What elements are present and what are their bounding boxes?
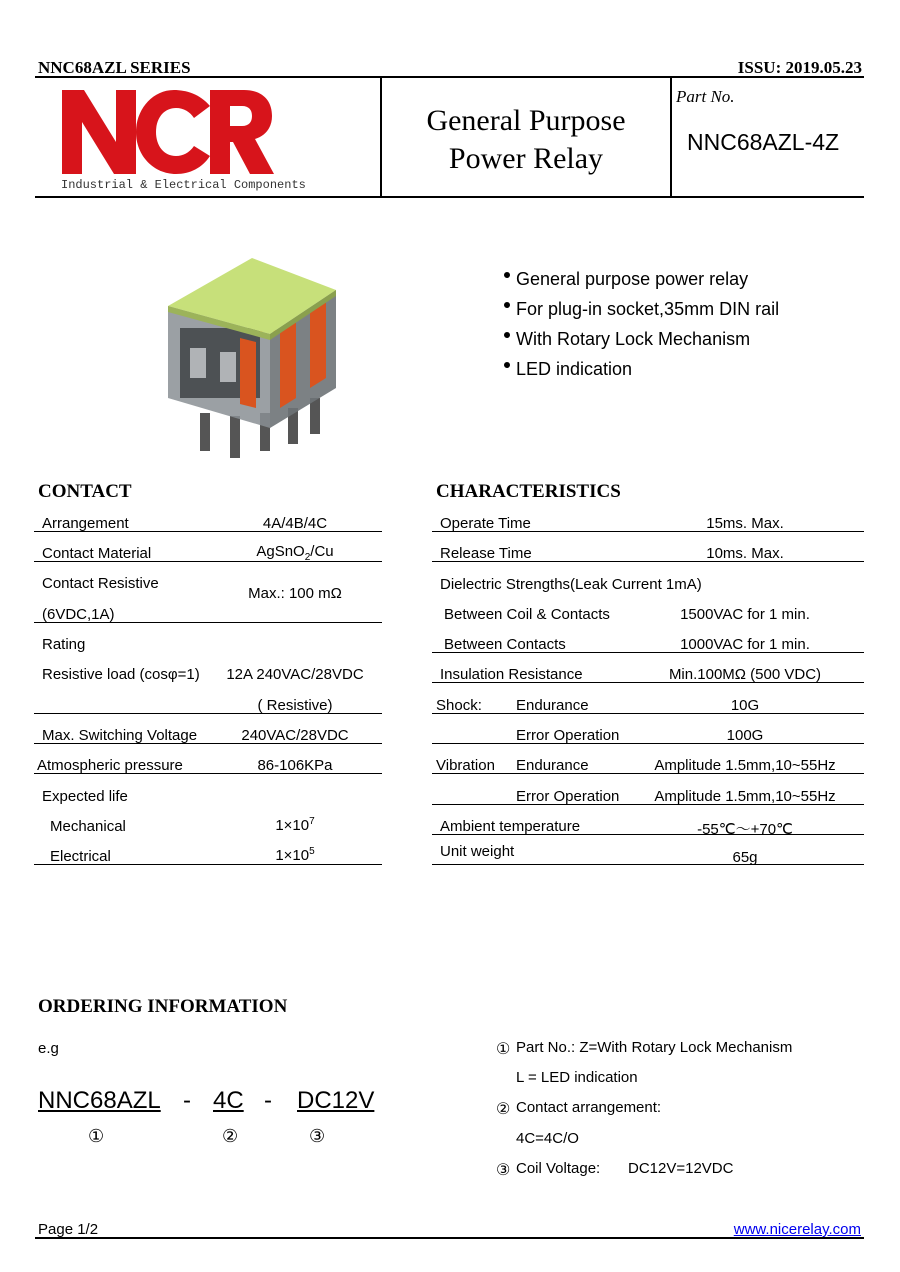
characteristics-section-title: CHARACTERISTICS — [436, 481, 621, 502]
note-1b: L = LED indication — [516, 1069, 638, 1086]
page-number: Page 1/2 — [38, 1221, 99, 1238]
part-no-value: NNC68AZL-4Z — [687, 129, 840, 155]
char-row-rule — [432, 713, 864, 714]
mechanical-label: Mechanical — [50, 818, 126, 835]
contact-row-rule — [34, 561, 382, 562]
feature-item — [516, 359, 632, 380]
ambient-value: -55℃～+70℃ — [697, 821, 793, 838]
bullet-icon — [504, 302, 510, 308]
resistive-label-2: (6VDC,1A) — [42, 606, 115, 623]
note-marker-1: ① — [496, 1041, 511, 1058]
arrangement-label: Arrangement — [42, 515, 129, 532]
note-3-value: DC12V=12VDC — [628, 1160, 734, 1177]
coil-contacts-value: 1500VAC for 1 min. — [680, 606, 810, 623]
insulation-value: Min.100MΩ (500 VDC) — [668, 666, 822, 683]
char-row-rule — [432, 864, 864, 865]
atmospheric-label: Atmospheric pressure — [37, 757, 183, 774]
note-marker-2: ② — [496, 1101, 511, 1118]
shock-error-label: Error Operation — [516, 727, 620, 744]
char-row-rule — [432, 652, 864, 653]
bullet-icon — [504, 272, 510, 278]
rating-label: Rating — [42, 636, 86, 653]
feature-item — [516, 299, 779, 320]
feature-text: With Rotary Lock Mechanism — [516, 329, 751, 349]
vibration-label: Vibration — [436, 757, 495, 774]
contact-row-rule — [34, 773, 382, 774]
ncr-logo-mark — [58, 86, 298, 178]
mechanical-value: $1\times 10^7$ — [275, 816, 315, 834]
release-time-value: 10ms. Max. — [706, 545, 784, 562]
vibration-error-label: Error Operation — [516, 788, 620, 805]
website-link[interactable]: www.nicerelay.com — [733, 1221, 861, 1238]
atmospheric-value: 86-106KPa — [257, 757, 333, 774]
vibration-error-value: Amplitude 1.5mm,10~55Hz — [654, 788, 836, 805]
part-no-label: Part No. — [676, 87, 735, 106]
dielectric-label: Dielectric Strengths(Leak Current 1mA) — [440, 576, 702, 593]
order-code-contact: 4C — [213, 1087, 244, 1114]
feature-text: For plug-in socket,35mm DIN rail — [516, 299, 780, 319]
note-2b: 4C=4C/O — [516, 1130, 579, 1147]
char-row-rule — [432, 531, 864, 532]
feature-item — [516, 269, 748, 290]
char-row-rule — [432, 561, 864, 562]
contacts-value: 1000VAC for 1 min. — [680, 636, 810, 653]
shock-endurance-value: 10G — [730, 697, 760, 714]
resistive-load-value: 12A 240VAC/28VDC — [226, 666, 364, 683]
char-row-rule — [432, 682, 864, 683]
resistive-load-label: Resistive load (cosφ=1) — [42, 666, 200, 683]
weight-label: Unit weight — [440, 843, 515, 860]
expected-life-label: Expected life — [42, 788, 128, 805]
insulation-label: Insulation Resistance — [440, 666, 583, 683]
contact-row-rule — [34, 531, 382, 532]
operate-time-value: 15ms. Max. — [706, 515, 784, 532]
shock-error-value: 100G — [726, 727, 764, 744]
note-marker-3: ③ — [496, 1162, 511, 1179]
resistive-value: Max.: 100 mΩ — [248, 585, 342, 602]
max-switching-label: Max. Switching Voltage — [42, 727, 198, 744]
operate-time-label: Operate Time — [440, 515, 531, 532]
char-row-rule — [432, 743, 864, 744]
product-title-line2: Power Relay — [448, 142, 604, 175]
contact-row-rule — [34, 743, 382, 744]
release-time-label: Release Time — [440, 545, 532, 562]
coil-contacts-label: Between Coil & Contacts — [444, 606, 610, 623]
vibration-endurance-value: Amplitude 1.5mm,10~55Hz — [654, 757, 836, 774]
bullet-icon — [504, 332, 510, 338]
issue-date: ISSU: 2019.05.23 — [737, 58, 862, 77]
contact-row-rule — [34, 864, 382, 865]
example-label: e.g — [38, 1040, 59, 1057]
note-3-label: Coil Voltage: — [516, 1160, 601, 1177]
header-bottom-rule — [35, 196, 864, 198]
company-logo — [58, 86, 306, 196]
shock-label: Shock: — [436, 697, 482, 714]
max-switching-value: 240VAC/28VDC — [241, 727, 349, 744]
shock-endurance-label: Endurance — [516, 697, 589, 714]
order-code-dash: - — [183, 1087, 191, 1114]
char-row-rule — [432, 773, 864, 774]
note-1: Part No.: Z=With Rotary Lock Mechanism — [516, 1039, 793, 1056]
series-title: NNC68AZL SERIES — [38, 58, 191, 77]
order-code-coil: DC12V — [297, 1087, 375, 1114]
feature-item — [516, 329, 750, 350]
electrical-value: $1\times 10^5$ — [275, 846, 315, 864]
logo-tagline: Industrial & Electrical Components — [61, 178, 306, 192]
weight-value: 65g — [732, 849, 758, 866]
footer-rule — [35, 1237, 864, 1239]
order-code-part: NNC68AZL — [38, 1087, 161, 1114]
resistive-load-note: ( Resistive) — [257, 697, 333, 714]
char-row-rule — [432, 834, 864, 835]
header-divider-2 — [670, 77, 672, 197]
contact-row-rule — [34, 622, 382, 623]
relay-product-image — [160, 248, 350, 463]
resistive-label: Contact Resistive — [42, 575, 159, 592]
material-label: Contact Material — [42, 545, 152, 562]
product-title — [382, 102, 670, 178]
contact-section-title: CONTACT — [38, 481, 132, 502]
note-2: Contact arrangement: — [516, 1099, 662, 1116]
marker-2: ② — [222, 1126, 239, 1146]
char-row-rule — [432, 804, 864, 805]
ambient-label: Ambient temperature — [440, 818, 581, 835]
arrangement-value: 4A/4B/4C — [262, 515, 328, 532]
marker-3: ③ — [309, 1126, 326, 1146]
vibration-endurance-label: Endurance — [516, 757, 589, 774]
header-top-rule — [35, 76, 864, 78]
bullet-icon — [504, 362, 510, 368]
marker-1: ① — [88, 1126, 105, 1146]
ordering-section-title: ORDERING INFORMATION — [38, 996, 288, 1017]
feature-text: General purpose power relay — [516, 269, 749, 289]
feature-text: LED indication — [516, 359, 633, 379]
contact-row-rule — [34, 713, 382, 714]
electrical-label: Electrical — [50, 848, 111, 865]
product-title-line1: General Purpose — [426, 104, 626, 137]
material-value: AgSnO$_2$/Cu — [256, 543, 334, 563]
order-code-dash: - — [264, 1087, 272, 1114]
contacts-label: Between Contacts — [444, 636, 566, 653]
